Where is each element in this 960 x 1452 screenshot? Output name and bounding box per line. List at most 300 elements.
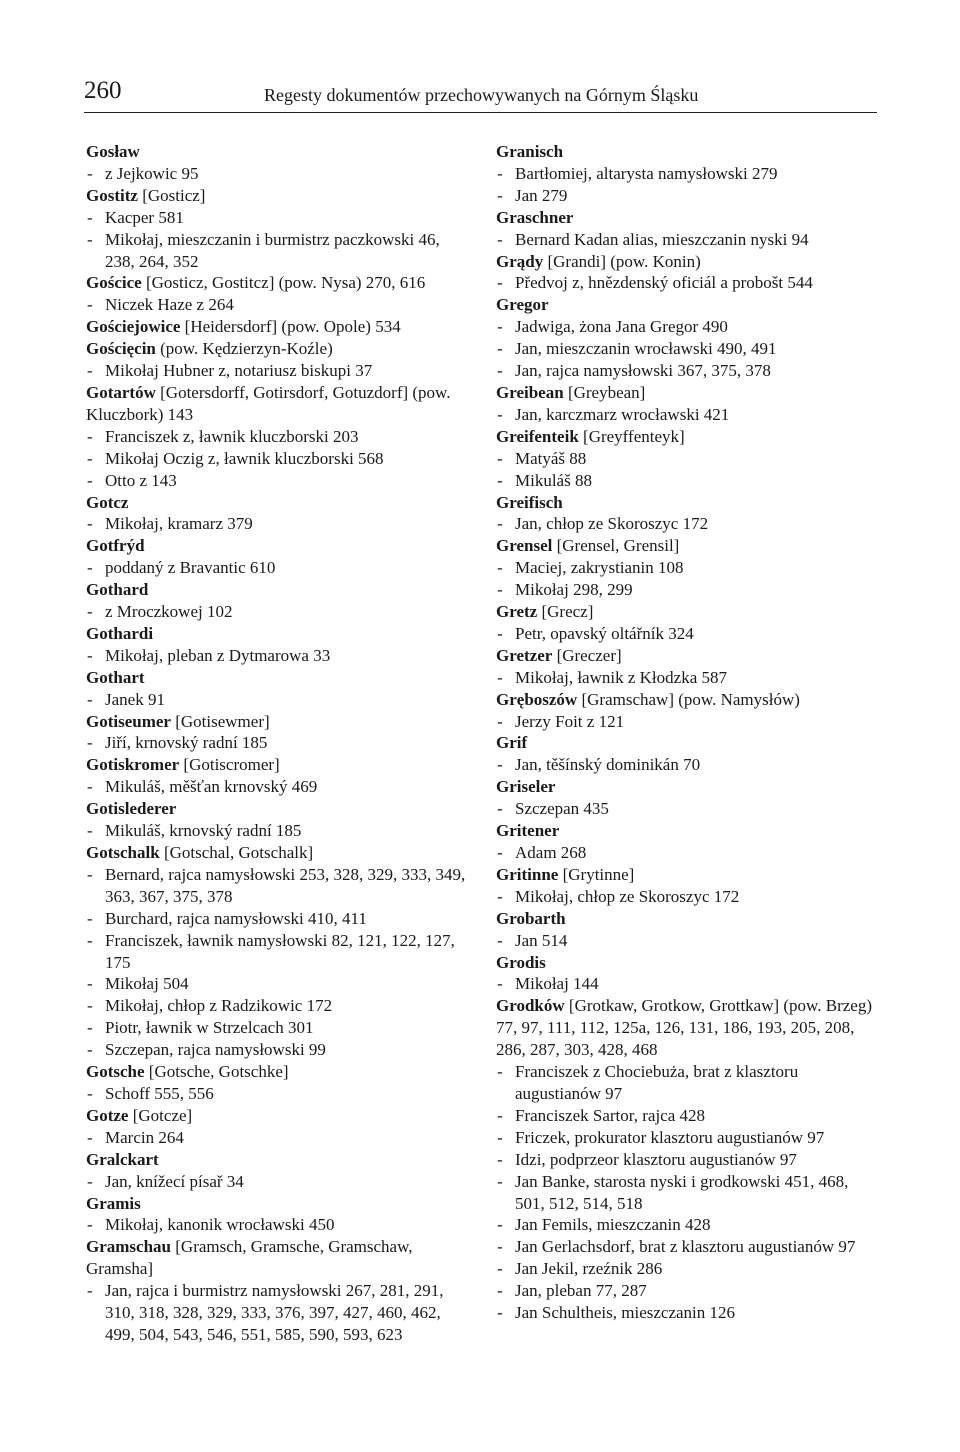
entry-headline xyxy=(86,316,468,338)
dash-marker: - xyxy=(87,821,93,841)
dash-marker: - xyxy=(497,185,503,205)
sub-entry-text: Friczek, prokurator klasztoru augustianów 97 xyxy=(515,1127,825,1147)
dash-marker: - xyxy=(87,295,93,315)
entry-headline xyxy=(496,601,880,623)
sub-entry-text: Mikołaj, ławnik z Kłodzka 587 xyxy=(515,667,727,687)
sub-entry-text: Schoff 555, 556 xyxy=(105,1083,214,1103)
dash-marker: - xyxy=(87,470,93,490)
index-entry xyxy=(86,623,468,667)
entry-headline xyxy=(496,426,880,448)
index-entry xyxy=(496,294,880,382)
sub-entry-text: z Jejkowic 95 xyxy=(105,163,199,183)
sub-entry-text: Niczek Haze z 264 xyxy=(105,295,234,315)
entry-term: Gościejowice xyxy=(86,317,181,337)
entry-details: [Gotsche, Gotschke] xyxy=(144,1062,289,1082)
index-entry xyxy=(496,382,880,426)
sub-entry-text: Franciszek, ławnik namysłowski 82, 121, 122, 127, 175 xyxy=(105,930,455,972)
sub-entry xyxy=(86,908,468,930)
index-entry xyxy=(86,1236,468,1346)
entry-headline xyxy=(86,711,468,733)
dash-marker: - xyxy=(87,602,93,622)
sub-entry xyxy=(86,1017,468,1039)
dash-marker: - xyxy=(497,317,503,337)
sub-entry xyxy=(496,754,880,776)
sub-entry-text: Jiří, krnovský radní 185 xyxy=(105,733,268,753)
sub-entry-text: Idzi, podprzeor klasztoru augustianów 97 xyxy=(515,1149,797,1169)
index-entry xyxy=(496,601,880,645)
sub-entry xyxy=(86,1280,468,1346)
dash-marker: - xyxy=(497,558,503,578)
sub-entry-text: Szczepan 435 xyxy=(515,799,609,819)
sub-entry xyxy=(496,360,880,382)
sub-entry xyxy=(86,426,468,448)
dash-marker: - xyxy=(87,558,93,578)
entry-headline xyxy=(86,382,468,426)
entry-headline xyxy=(86,272,468,294)
entry-term: Gramis xyxy=(86,1193,141,1213)
sub-entry-text: Jan Jekil, rzeźnik 286 xyxy=(515,1259,663,1279)
dash-marker: - xyxy=(87,426,93,446)
sub-entry-text: Jerzy Foit z 121 xyxy=(515,711,625,731)
dash-marker: - xyxy=(497,361,503,381)
index-entry xyxy=(86,667,468,711)
index-entry xyxy=(496,645,880,689)
entry-details: [Grecz] xyxy=(537,602,594,622)
index-entry xyxy=(86,338,468,382)
entry-headline xyxy=(86,1105,468,1127)
entry-term: Gościce xyxy=(86,273,142,293)
entry-headline xyxy=(496,492,880,514)
sub-entry xyxy=(496,185,880,207)
dash-marker: - xyxy=(87,1127,93,1147)
entry-term: Grensel xyxy=(496,536,553,556)
dash-marker: - xyxy=(497,514,503,534)
sub-entry xyxy=(86,360,468,382)
dash-marker: - xyxy=(497,273,503,293)
dash-marker: - xyxy=(497,1171,503,1191)
sub-entry xyxy=(86,689,468,711)
sub-entry xyxy=(496,338,880,360)
entry-details: (pow. Kędzierzyn-Koźle) xyxy=(155,339,333,359)
entry-headline xyxy=(496,535,880,557)
dash-marker: - xyxy=(497,1237,503,1257)
sub-entry-text: Mikołaj 144 xyxy=(515,974,599,994)
entry-headline xyxy=(496,820,880,842)
sub-entry xyxy=(86,294,468,316)
sub-entry xyxy=(496,557,880,579)
sub-entry xyxy=(86,645,468,667)
sub-entry xyxy=(496,513,880,535)
sub-entry xyxy=(496,316,880,338)
entry-term: Gosław xyxy=(86,142,140,161)
sub-entry-text: Předvoj z, hnězdenský oficiál a probošt 544 xyxy=(515,273,813,293)
index-entry xyxy=(86,579,468,623)
entry-term: Gościęcin xyxy=(86,339,156,359)
sub-entry-text: Jan, rajca i burmistrz namysłowski 267, 281, 291, 310, 318, 328, 329, 333, 376, 397, 427, 460, 462, 499, 504, 543, 546, 551, 585, 590, 593, 623 xyxy=(105,1281,444,1344)
sub-entry xyxy=(496,842,880,864)
sub-entry-text: Bernard Kadan alias, mieszczanin nyski 94 xyxy=(515,229,809,249)
sub-entry-text: Maciej, zakrystianin 108 xyxy=(515,558,684,578)
sub-entry xyxy=(86,1083,468,1105)
sub-entry xyxy=(86,557,468,579)
dash-marker: - xyxy=(497,580,503,600)
sub-entry-text: Jan, chłop ze Skoroszyc 172 xyxy=(515,514,709,534)
entry-headline xyxy=(86,1236,468,1280)
dash-marker: - xyxy=(87,733,93,753)
index-entry xyxy=(496,820,880,864)
dash-marker: - xyxy=(497,886,503,906)
dash-marker: - xyxy=(497,163,503,183)
sub-entry-text: Jan Femils, mieszczanin 428 xyxy=(515,1215,711,1235)
dash-marker: - xyxy=(497,843,503,862)
sub-entry-text: z Mroczkowej 102 xyxy=(105,602,233,622)
dash-marker: - xyxy=(497,1303,503,1323)
index-entry xyxy=(86,1105,468,1149)
dash-marker: - xyxy=(87,777,93,797)
sub-entry-text: Jan Gerlachsdorf, brat z klasztoru augustianów 97 xyxy=(515,1237,856,1257)
dash-marker: - xyxy=(497,667,503,687)
entry-term: Gotiseumer xyxy=(86,711,171,731)
sub-entry-text: Jan, pleban 77, 287 xyxy=(515,1281,647,1301)
sub-entry xyxy=(86,732,468,754)
entry-headline xyxy=(496,995,880,1061)
sub-entry xyxy=(86,973,468,995)
entry-headline xyxy=(496,908,880,930)
entry-term: Gretz xyxy=(496,602,538,622)
sub-entry xyxy=(496,470,880,492)
dash-marker: - xyxy=(87,864,93,884)
dash-marker: - xyxy=(87,1281,93,1301)
page-number: 260 xyxy=(84,77,122,104)
index-entry xyxy=(86,754,468,798)
sub-entry-text: Burchard, rajca namysłowski 410, 411 xyxy=(105,908,367,928)
sub-entry xyxy=(86,601,468,623)
entry-term: Gotislederer xyxy=(86,799,177,819)
index-entry xyxy=(496,492,880,536)
entry-headline xyxy=(86,667,468,689)
index-entry xyxy=(496,908,880,952)
entry-headline xyxy=(86,754,468,776)
dash-marker: - xyxy=(497,448,503,468)
entry-details: [Greczer] xyxy=(552,645,622,665)
sub-entry xyxy=(496,973,880,995)
index-column-left xyxy=(86,141,468,1346)
entry-term: Granisch xyxy=(496,142,564,161)
entry-term: Gotze xyxy=(86,1105,129,1125)
sub-entry-text: Jadwiga, żona Jana Gregor 490 xyxy=(515,317,728,337)
sub-entry xyxy=(496,623,880,645)
sub-entry xyxy=(496,1061,880,1105)
entry-details: [Gotisewmer] xyxy=(170,711,270,731)
sub-entry-text: Mikołaj, pleban z Dytmarowa 33 xyxy=(105,645,331,665)
dash-marker: - xyxy=(87,229,93,249)
entry-headline xyxy=(496,294,880,316)
dash-marker: - xyxy=(87,448,93,468)
sub-entry xyxy=(496,1214,880,1236)
sub-entry xyxy=(496,667,880,689)
entry-term: Gretzer xyxy=(496,645,553,665)
index-entry xyxy=(496,207,880,251)
dash-marker: - xyxy=(87,996,93,1016)
entry-term: Graschner xyxy=(496,207,574,227)
dash-marker: - xyxy=(87,1040,93,1060)
entry-term: Griseler xyxy=(496,777,556,797)
sub-entry-text: Mikołaj, mieszczanin i burmistrz paczkowski 46, 238, 264, 352 xyxy=(105,229,440,271)
dash-marker: - xyxy=(497,930,503,950)
dash-marker: - xyxy=(497,711,503,731)
sub-entry xyxy=(86,470,468,492)
sub-entry xyxy=(496,272,880,294)
index-entry xyxy=(496,952,880,996)
dash-marker: - xyxy=(497,470,503,490)
sub-entry xyxy=(496,404,880,426)
index-entry xyxy=(86,711,468,755)
index-entry xyxy=(86,535,468,579)
entry-term: Grodków xyxy=(496,996,565,1016)
entry-headline xyxy=(496,251,880,273)
dash-marker: - xyxy=(87,689,93,709)
dash-marker: - xyxy=(497,1149,503,1169)
sub-entry-text: Adam 268 xyxy=(515,843,587,862)
sub-entry xyxy=(496,579,880,601)
sub-entry-text: Jan 279 xyxy=(515,185,568,205)
sub-entry xyxy=(496,1236,880,1258)
sub-entry-text: Mikołaj 504 xyxy=(105,974,189,994)
entry-term: Greifisch xyxy=(496,492,563,512)
entry-details: [Grensel, Grensil] xyxy=(552,536,680,556)
entry-headline xyxy=(86,1193,468,1215)
sub-entry xyxy=(86,1039,468,1061)
entry-details: [Grytinne] xyxy=(558,864,635,884)
dash-marker: - xyxy=(497,1105,503,1125)
entry-headline xyxy=(86,623,468,645)
index-entry xyxy=(86,316,468,338)
entry-details: [Grotkaw, Grotkow, Grottkaw] (pow. Brzeg) 77, 97, 111, 112, 125a, 126, 131, 186, 193, 205, 208, 286, 287, 303, 428, 468 xyxy=(496,996,872,1060)
entry-details: [Greyffenteyk] xyxy=(578,426,685,446)
sub-entry xyxy=(86,163,468,185)
entry-headline xyxy=(86,185,468,207)
entry-details: [Gotiscromer] xyxy=(179,755,280,775)
entry-headline xyxy=(86,141,468,163)
sub-entry-text: Piotr, ławnik w Strzelcach 301 xyxy=(105,1018,314,1038)
sub-entry-text: Jan 514 xyxy=(515,930,568,950)
entry-term: Grobarth xyxy=(496,908,566,928)
sub-entry-text: Petr, opavský oltářník 324 xyxy=(515,623,694,643)
sub-entry xyxy=(496,930,880,952)
entry-details: [Gramschaw] (pow. Namysłów) xyxy=(577,689,800,709)
sub-entry xyxy=(496,448,880,470)
index-entry xyxy=(86,1149,468,1193)
index-entry xyxy=(86,842,468,1061)
index-entry xyxy=(496,732,880,776)
entry-headline xyxy=(496,732,880,754)
sub-entry xyxy=(86,930,468,974)
sub-entry-text: Mikołaj, chłop ze Skoroszyc 172 xyxy=(515,886,740,906)
dash-marker: - xyxy=(497,1062,503,1082)
entry-term: Grądy xyxy=(496,251,544,271)
entry-details: [Gotersdorff, Gotirsdorf, Gotuzdorf] (pow. Kluczbork) 143 xyxy=(86,382,451,424)
index-entry xyxy=(496,141,880,207)
entry-headline xyxy=(496,689,880,711)
entry-headline xyxy=(86,492,468,514)
sub-entry xyxy=(496,1302,880,1324)
sub-entry-text: Jan Banke, starosta nyski i grodkowski 451, 468, 501, 512, 514, 518 xyxy=(515,1171,849,1213)
sub-entry-text: Mikołaj, chłop z Radzikowic 172 xyxy=(105,996,333,1016)
header-rule xyxy=(84,112,877,113)
index-entry xyxy=(86,272,468,316)
sub-entry xyxy=(86,513,468,535)
dash-marker: - xyxy=(497,339,503,359)
index-entry xyxy=(496,535,880,601)
sub-entry xyxy=(496,711,880,733)
dash-marker: - xyxy=(497,1259,503,1279)
entry-term: Greifenteik xyxy=(496,426,579,446)
dash-marker: - xyxy=(87,645,93,665)
index-entry xyxy=(86,1193,468,1237)
sub-entry-text: Jan, rajca namysłowski 367, 375, 378 xyxy=(515,361,771,381)
dash-marker: - xyxy=(87,163,93,183)
index-entry xyxy=(86,1061,468,1105)
dash-marker: - xyxy=(87,1083,93,1103)
entry-details: [Gosticz, Gostitcz] (pow. Nysa) 270, 616 xyxy=(141,273,426,293)
sub-entry-text: Marcin 264 xyxy=(105,1127,184,1147)
dash-marker: - xyxy=(87,930,93,950)
sub-entry xyxy=(496,1105,880,1127)
sub-entry xyxy=(86,864,468,908)
dash-marker: - xyxy=(497,404,503,424)
sub-entry-text: Mikołaj, kanonik wrocławski 450 xyxy=(105,1215,335,1235)
index-entry xyxy=(86,185,468,273)
sub-entry-text: Matyáš 88 xyxy=(515,448,587,468)
sub-entry xyxy=(496,1171,880,1215)
sub-entry-text: Mikołaj Hubner z, notariusz biskupi 37 xyxy=(105,361,373,381)
entry-details: [Heidersdorf] (pow. Opole) 534 xyxy=(180,317,401,337)
entry-headline xyxy=(496,207,880,229)
sub-entry-text: poddaný z Bravantic 610 xyxy=(105,558,276,578)
dash-marker: - xyxy=(497,974,503,994)
entry-headline xyxy=(86,798,468,820)
sub-entry-text: Mikuláš 88 xyxy=(515,470,592,490)
sub-entry xyxy=(496,1149,880,1171)
entry-term: Gothardi xyxy=(86,623,154,643)
dash-marker: - xyxy=(497,799,503,819)
entry-term: Gothard xyxy=(86,580,149,600)
dash-marker: - xyxy=(497,623,503,643)
dash-marker: - xyxy=(87,361,93,381)
entry-term: Gotartów xyxy=(86,382,156,402)
entry-term: Grif xyxy=(496,733,528,753)
entry-term: Gotfrýd xyxy=(86,536,145,556)
index-entry xyxy=(86,382,468,492)
index-entry xyxy=(86,492,468,536)
index-entry xyxy=(496,426,880,492)
sub-entry xyxy=(496,1280,880,1302)
sub-entry xyxy=(86,229,468,273)
entry-term: Gręboszów xyxy=(496,689,578,709)
entry-headline xyxy=(496,382,880,404)
sub-entry xyxy=(496,1258,880,1280)
sub-entry-text: Mikuláš, měšťan krnovský 469 xyxy=(105,777,318,797)
sub-entry xyxy=(496,886,880,908)
entry-details: [Greybean] xyxy=(563,382,646,402)
index-entry xyxy=(496,995,880,1324)
sub-entry xyxy=(86,820,468,842)
index-entry xyxy=(496,689,880,733)
index-entry xyxy=(496,251,880,295)
entry-headline xyxy=(86,1149,468,1171)
entry-term: Greibean xyxy=(496,382,564,402)
sub-entry-text: Jan, těšínský dominikán 70 xyxy=(515,755,701,775)
index-column-right xyxy=(496,141,880,1324)
entry-headline xyxy=(86,1061,468,1083)
entry-term: Gotiskromer xyxy=(86,755,180,775)
sub-entry-text: Bernard, rajca namysłowski 253, 328, 329, 333, 349, 363, 367, 375, 378 xyxy=(105,864,466,906)
index-entry xyxy=(496,864,880,908)
entry-term: Gritener xyxy=(496,821,560,841)
entry-headline xyxy=(86,579,468,601)
sub-entry xyxy=(86,1171,468,1193)
sub-entry xyxy=(496,229,880,251)
dash-marker: - xyxy=(87,514,93,534)
sub-entry-text: Otto z 143 xyxy=(105,470,177,490)
entry-headline xyxy=(496,952,880,974)
sub-entry-text: Janek 91 xyxy=(105,689,165,709)
sub-entry xyxy=(86,995,468,1017)
sub-entry xyxy=(496,798,880,820)
entry-details: [Gotcze] xyxy=(128,1105,193,1125)
entry-term: Gralckart xyxy=(86,1149,159,1169)
running-title: Regesty dokumentów przechowywanych na Górnym Śląsku xyxy=(264,85,699,105)
dash-marker: - xyxy=(87,974,93,994)
entry-term: Gothart xyxy=(86,667,145,687)
entry-details: [Grandi] (pow. Konin) xyxy=(543,251,701,271)
sub-entry-text: Bartłomiej, altarysta namysłowski 279 xyxy=(515,163,778,183)
dash-marker: - xyxy=(87,1018,93,1038)
entry-headline xyxy=(86,338,468,360)
dash-marker: - xyxy=(87,207,93,227)
entry-headline xyxy=(496,645,880,667)
entry-term: Gregor xyxy=(496,295,549,315)
sub-entry xyxy=(496,163,880,185)
dash-marker: - xyxy=(497,1281,503,1301)
sub-entry-text: Jan, mieszczanin wrocławski 490, 491 xyxy=(515,339,777,359)
index-entry xyxy=(86,141,468,185)
entry-details: [Gosticz] xyxy=(137,185,206,205)
sub-entry xyxy=(86,448,468,470)
sub-entry xyxy=(86,207,468,229)
entry-term: Gostitz xyxy=(86,185,138,205)
entry-term: Grodis xyxy=(496,952,546,972)
sub-entry-text: Jan Schultheis, mieszczanin 126 xyxy=(515,1303,736,1323)
entry-headline xyxy=(86,842,468,864)
index-entry xyxy=(496,776,880,820)
dash-marker: - xyxy=(497,755,503,775)
entry-details: [Gotschal, Gotschalk] xyxy=(159,843,314,862)
entry-headline xyxy=(86,535,468,557)
entry-term: Gritinne xyxy=(496,864,559,884)
entry-headline xyxy=(496,776,880,798)
entry-term: Gotsche xyxy=(86,1062,145,1082)
entry-details: [Gramsch, Gramsche, Gramschaw, Gramsha] xyxy=(86,1237,413,1279)
sub-entry xyxy=(86,1127,468,1149)
sub-entry-text: Mikuláš, krnovský radní 185 xyxy=(105,821,302,841)
sub-entry-text: Mikołaj Oczig z, ławnik kluczborski 568 xyxy=(105,448,384,468)
sub-entry-text: Jan, karczmarz wrocławski 421 xyxy=(515,404,730,424)
dash-marker: - xyxy=(497,229,503,249)
sub-entry-text: Mikołaj 298, 299 xyxy=(515,580,633,600)
dash-marker: - xyxy=(497,1127,503,1147)
entry-headline xyxy=(496,864,880,886)
